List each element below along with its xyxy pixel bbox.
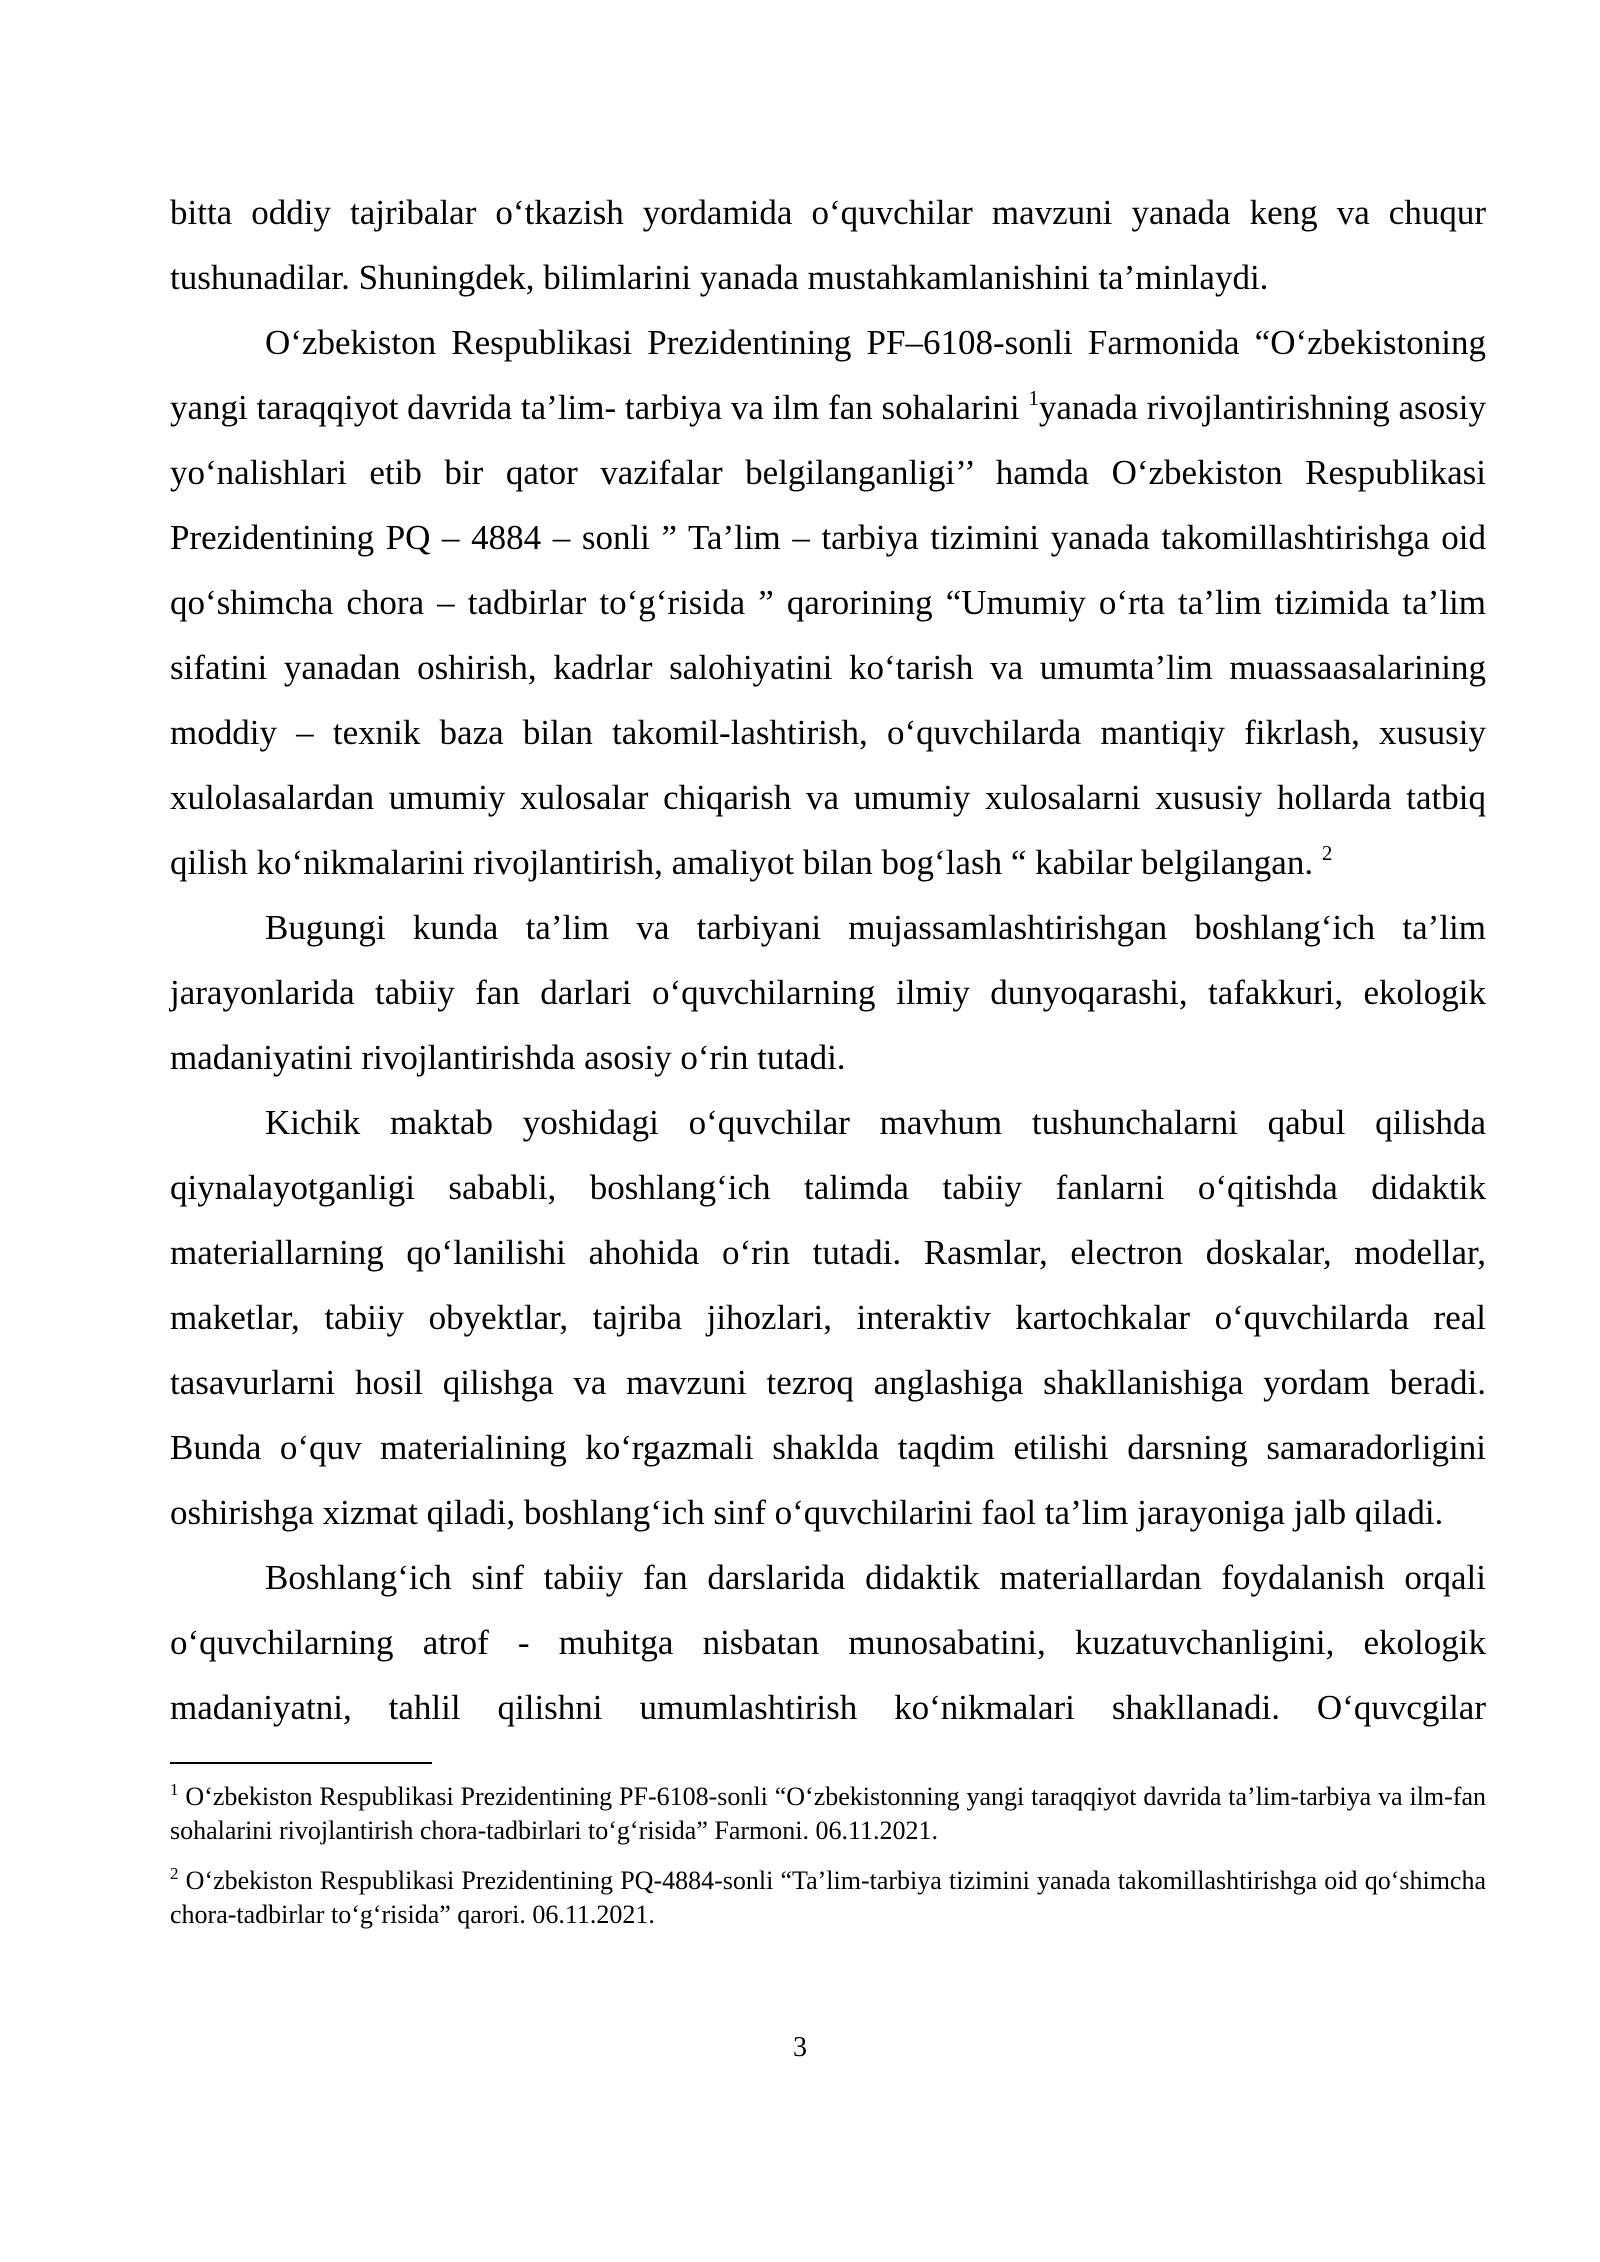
paragraph-4: Kichik maktab yoshidagi o‘quvchilar mavhum tushunchalarni qabul qilishda qiynalayotganligi sababli, boshlang‘ich talimda tabiiy fanlarni o‘qitishda didaktik materiallarning qo‘lanilishi ahohida o‘rin tutadi. Rasmlar, electron doskalar, modellar, maketlar, tabiiy obyektlar, tajriba jihozlari, interaktiv kartochkalar o‘quvchilarda real tasavurlarni hosil qilishga va mavzuni tezroq anglashiga shakllanishiga yordam beradi. Bunda o‘quv materialining ko‘rgazmali shaklda taqdim etilishi darsning samaradorligini oshirishga xizmat qiladi, boshlang‘ich sinf o‘quvchilarini faol ta’lim jarayoniga jalb qiladi. bbox=[170, 1103, 1486, 1532]
paragraph-2 bbox=[170, 310, 1486, 895]
paragraph-5: Boshlang‘ich sinf tabiiy fan darslarida didaktik materiallardan foydalanish orqali o‘quvchilarning atrof - muhitga nisbatan munosabatini, kuzatuvchanligini, ekologik madaniyatni, tahlil qilishni umumlashtirish ko‘nikmalari shakllanadi. O‘quvcgilar bbox=[170, 1558, 1486, 1727]
footnote-ref-1: 1 bbox=[1028, 386, 1039, 410]
footnote-1 bbox=[170, 1780, 1486, 1848]
footnote-2-text: O‘zbekiston Respublikasi Prezidentining PQ-4884-sonli “Ta’lim-tarbiya tizimini yanada takomillashtirishga oid qo‘shimcha chora-tadbirlar to‘g‘risida” qarori. 06.11.2021. bbox=[170, 1866, 1486, 1929]
paragraph-3: Bugungi kunda ta’lim va tarbiyani mujassamlashtirishgan boshlang‘ich ta’lim jarayonlarida tabiiy fan darlari o‘quvchilarning ilmiy dunyoqarashi, tafakkuri, ekologik madaniyatini rivojlantirishda asosiy o‘rin tutadi. bbox=[170, 908, 1486, 1077]
page-number: 3 bbox=[793, 2032, 807, 2063]
footnote-separator bbox=[170, 1762, 432, 1764]
footnote-2-marker: 2 bbox=[170, 1864, 179, 1883]
paragraph-2-part-1: O‘zbekiston Respublikasi Prezidentining PF–6108-sonli Farmonida “O‘zbekistoning yangi taraqqiyot davrida ta’lim- tarbiya va ilm fan sohalarini bbox=[170, 323, 1486, 427]
footnote-2 bbox=[170, 1864, 1486, 1932]
paragraph-1: bitta oddiy tajribalar o‘tkazish yordamida o‘quvchilar mavzuni yanada keng va chuqur tushunadilar. Shuningdek, bilimlarini yanada mustahkamlanishini ta’minlaydi. bbox=[170, 193, 1486, 297]
footnote-1-marker: 1 bbox=[170, 1780, 179, 1799]
footnote-1-text: O‘zbekiston Respublikasi Prezidentining PF-6108-sonli “O‘zbekistonning yangi taraqqiyot davrida ta’lim-tarbiya va ilm-fan sohalarini rivojlantirish chora-tadbirlari to‘g‘risida” Farmoni. 06.11.2021. bbox=[170, 1782, 1486, 1845]
footnote-ref-2: 2 bbox=[1321, 841, 1333, 865]
paragraph-2-part-2: yanada rivojlantirishning asosiy yo‘nalishlari etib bir qator vazifalar belgilanganligi’’ hamda O‘zbekiston Respublikasi Prezidentining PQ – 4884 – sonli ” Ta’lim – tarbiya tizimini yanada takomillashtirishga oid qo‘shimcha chora – tadbirlar to‘g‘risida ” qarorining “Umumiy o‘rta ta’lim tizimida ta’lim sifatini yanadan oshirish, kadrlar salohiyatini ko‘tarish va umumta’lim muassaasalarining moddiy – texnik baza bilan takomil-lashtirish, o‘quvchilarda mantiqiy fikrlash, xususiy xulolasalardan umumiy xulosalar chiqarish va umumiy xulosalarni xususiy hollarda tatbiq qilish ko‘nikmalarini rivojlantirish, amaliyot bilan bog‘lash “ kabilar belgilangan. bbox=[170, 388, 1486, 882]
document-page bbox=[170, 180, 1486, 1948]
